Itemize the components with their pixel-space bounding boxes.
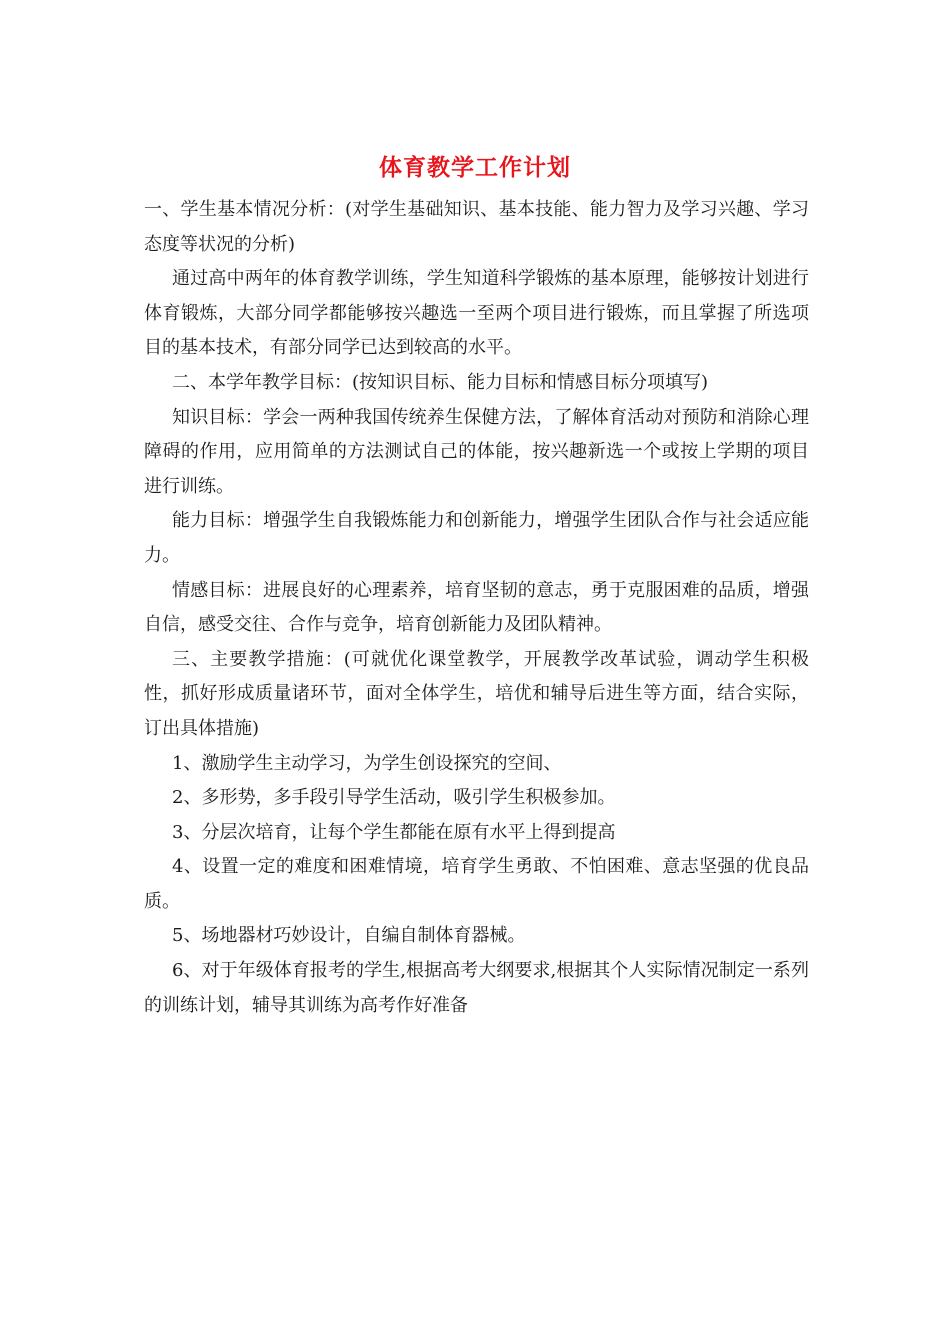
list-item-measure-2: 2、多形势，多手段引导学生活动，吸引学生积极参加。 — [172, 787, 616, 809]
paragraph-ability-goal: 能力目标：增强学生自我锻炼能力和创新能力，增强学生团队合作与社会适应能力。 — [144, 510, 809, 566]
document-title: 体育教学工作计划 — [379, 154, 571, 181]
paragraph-student-analysis: 通过高中两年的体育教学训练，学生知道科学锻炼的基本原理，能够按计划进行体育锻炼，大部分同学都能够按兴趣选一至两个项目进行锻炼，而且掌握了所选项目的基本技术，有部分同学已达到较高的水平。 — [144, 268, 809, 359]
list-item-measure-5: 5、场地器材巧妙设计，自编自制体育器械。 — [172, 925, 526, 947]
document-body — [144, 193, 809, 1023]
paragraph-knowledge-goal: 知识目标：学会一两种我国传统养生保健方法，了解体育活动对预防和消除心理障碍的作用，应用简单的方法测试自己的体能，按兴趣新选一个或按上学期的项目进行训练。 — [144, 406, 809, 497]
list-item-measure-3: 3、分层次培育，让每个学生都能在原有水平上得到提高 — [172, 821, 616, 843]
section-heading-student-analysis: 一、学生基本情况分析：(对学生基础知识、基本技能、能力智力及学习兴趣、学习态度等状况的分析) — [144, 199, 809, 255]
list-item-measure-6: 6、对于年级体育报考的学生,根据高考大纲要求,根据其个人实际情况制定一系列 的训练计划，辅导其训练为高考作好准备 — [144, 960, 809, 1016]
section-heading-teaching-goals: 二、本学年教学目标：(按知识目标、能力目标和情感目标分项填写) — [172, 371, 709, 393]
paragraph-emotion-goal: 情感目标：进展良好的心理素养，培育坚韧的意志，勇于克服困难的品质，增强自信，感受交往、合作与竞争，培育创新能力及团队精神。 — [144, 579, 809, 636]
list-item-measure-1: 1、激励学生主动学习，为学生创设探究的空间、 — [172, 752, 562, 774]
section-heading-teaching-measures: 三、主要教学措施：(可就优化课堂教学，开展教学改革试验，调动学生积极性，抓好形成质量诸环节，面对全体学生，培优和辅导后进生等方面，结合实际，订出具体措施) — [144, 648, 809, 739]
list-item-measure-4: 4、设置一定的难度和困难情境，培育学生勇敢、不怕困难、意志坚强的优良品质。 — [144, 856, 809, 912]
